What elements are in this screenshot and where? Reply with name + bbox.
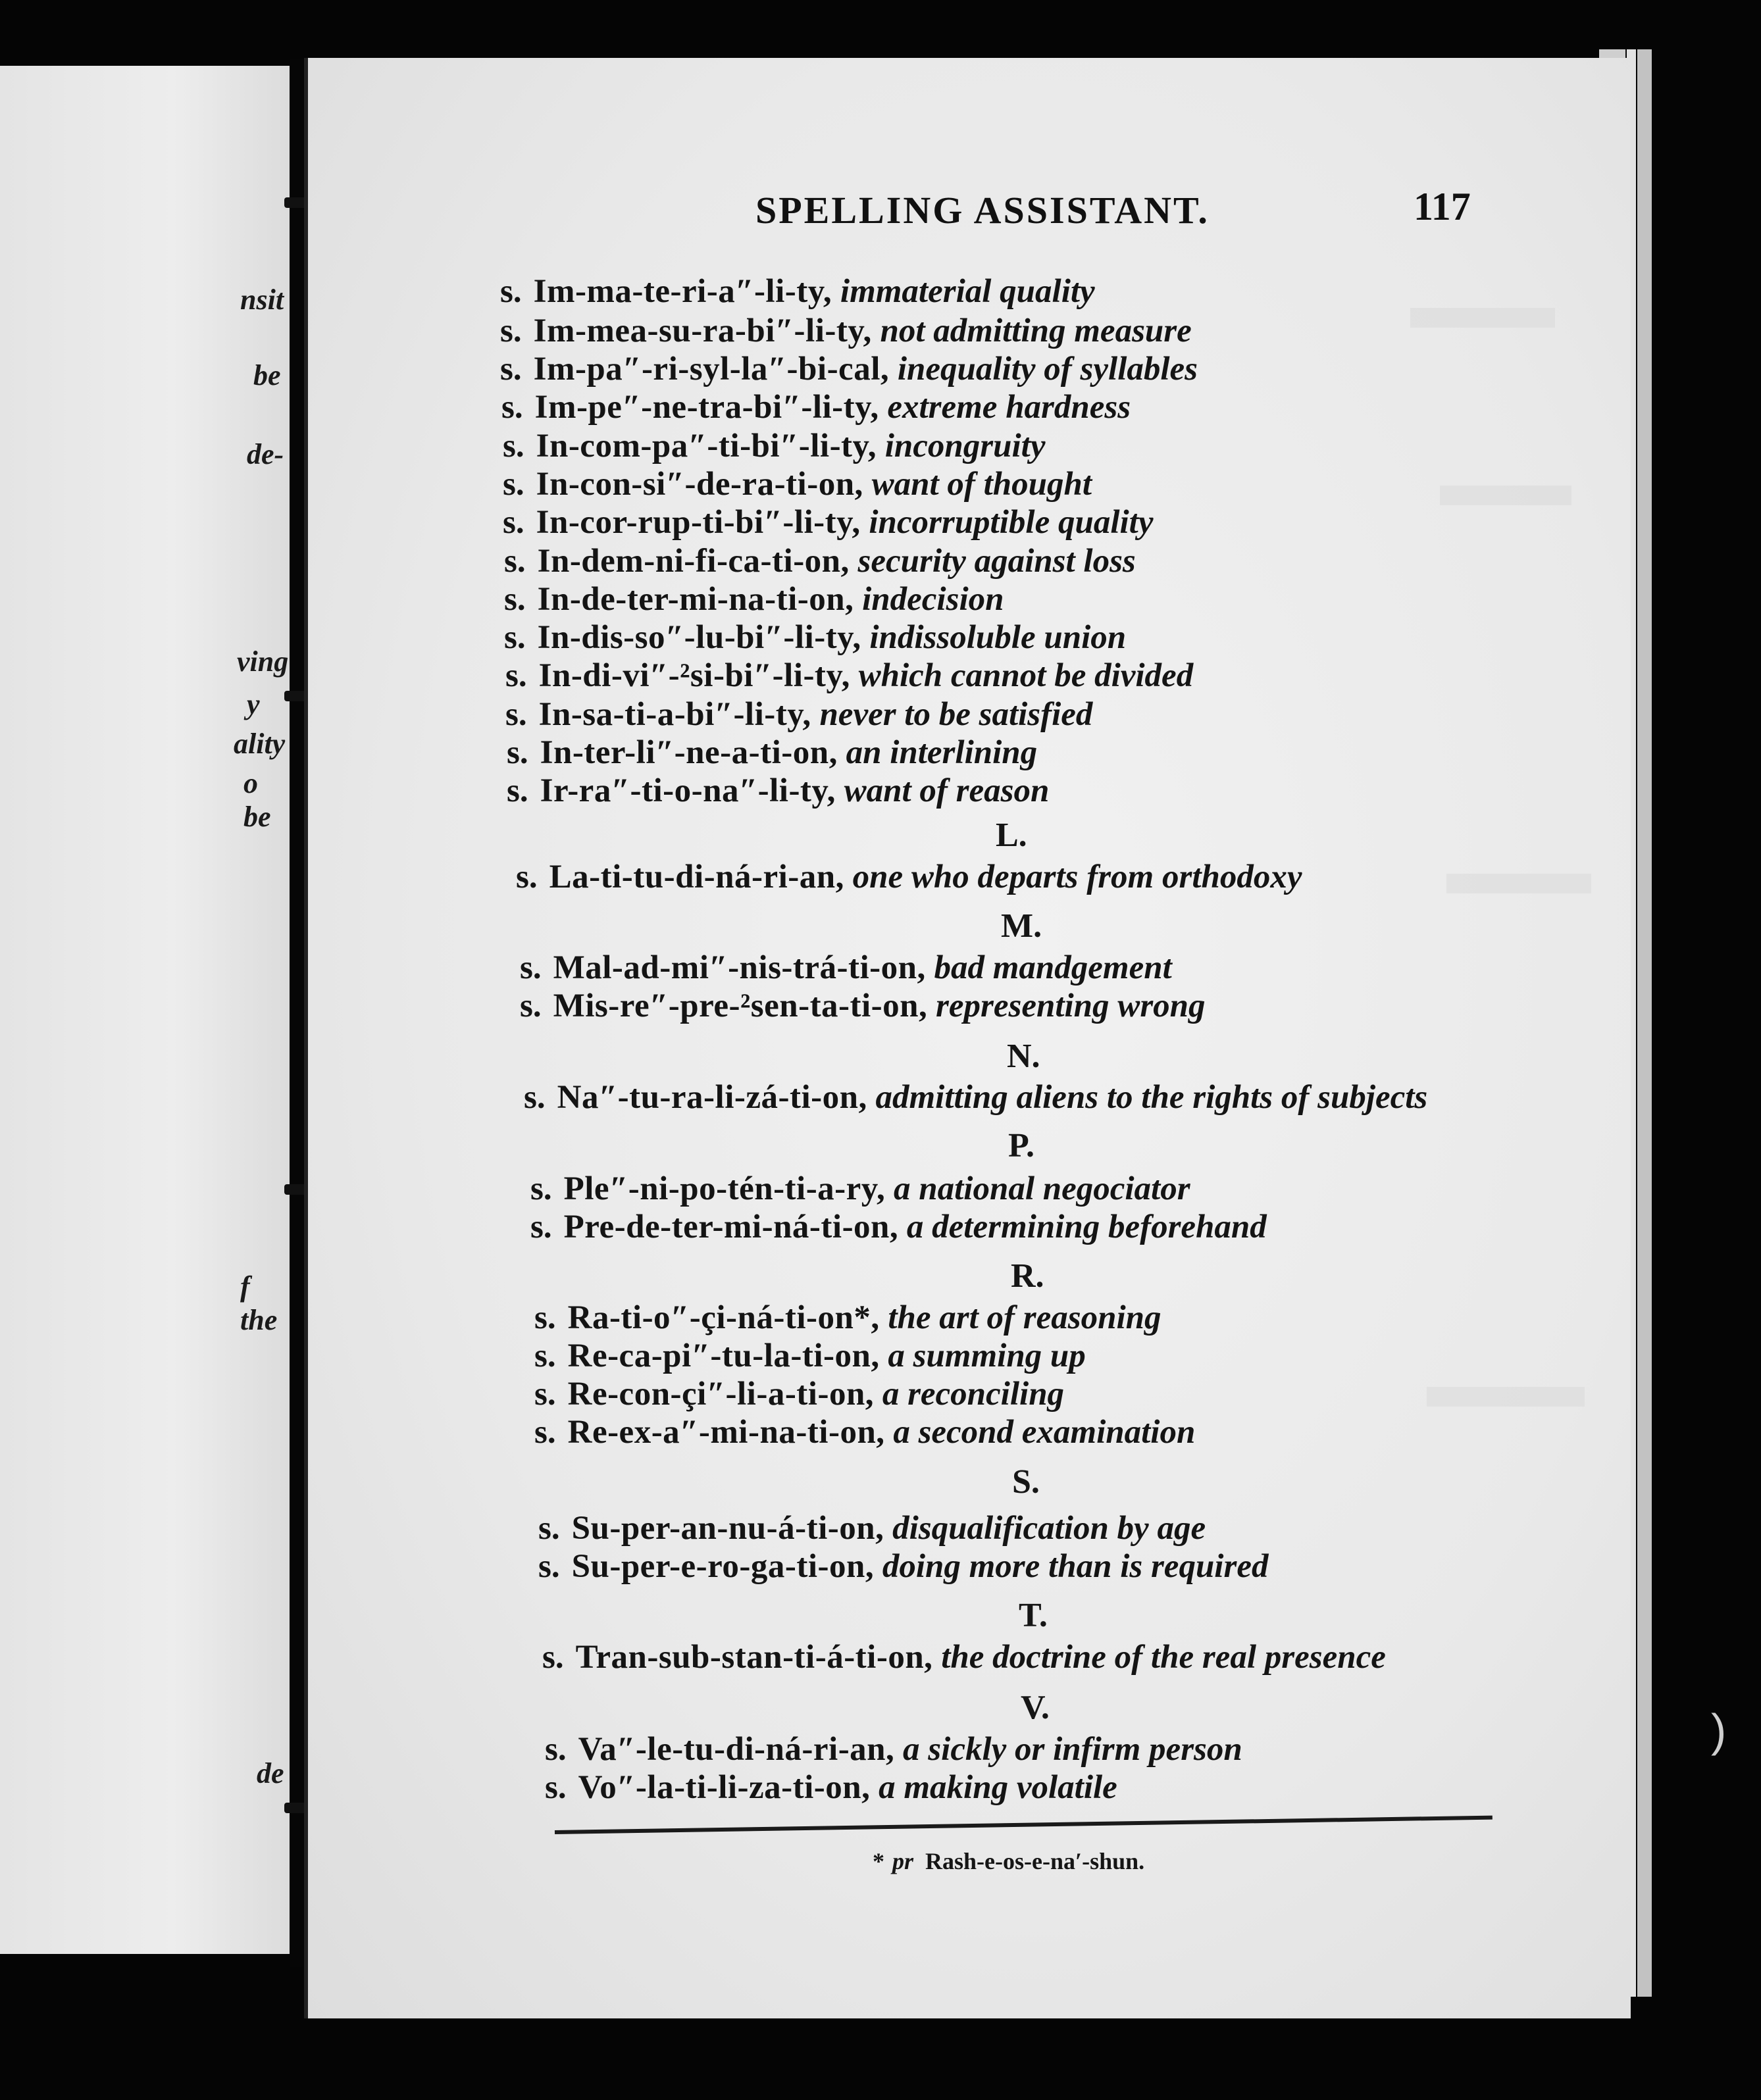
part-of-speech: s. (542, 1639, 564, 1676)
definition: indecision (862, 581, 1004, 618)
left-fragment: ving (237, 645, 289, 678)
definition: inequality of syllables (897, 351, 1198, 388)
part-of-speech: s. (545, 1731, 567, 1768)
section-letter: M. (1001, 907, 1042, 945)
part-of-speech: s. (520, 949, 542, 986)
part-of-speech: s. (538, 1510, 560, 1547)
headword: In-dem-ni-fi-ca-ti-on, (537, 543, 850, 580)
list-item (505, 698, 1092, 732)
headword: Su-per-e-ro-ga-ti-on, (571, 1548, 875, 1585)
left-fragment: de- (247, 438, 284, 470)
list-item (500, 314, 1192, 348)
left-fragment: de (257, 1757, 284, 1789)
headword: Im-pa″-ri-syl-la″-bi-cal, (533, 351, 890, 388)
headword: In-sa-ti-a-bi″-li-ty, (538, 696, 811, 733)
part-of-speech: s. (504, 581, 526, 618)
part-of-speech: s. (503, 466, 524, 503)
headword: Im-pe″-ne-tra-bi″-li-ty, (534, 389, 879, 426)
left-fragment: o be (243, 767, 271, 833)
definition: a second examination (893, 1414, 1196, 1451)
definition: which cannot be divided (858, 657, 1194, 694)
headword: Re-con-çi″-li-a-ti-on, (567, 1376, 875, 1412)
headword: Na″-tu-ra-li-zá-ti-on, (557, 1079, 867, 1116)
headword: In-con-si″-de-ra-ti-on, (536, 466, 863, 503)
section-letter: P. (1008, 1127, 1034, 1164)
definition: disqualification by age (892, 1510, 1206, 1547)
part-of-speech: s. (507, 772, 528, 809)
footnote-mark: * (873, 1848, 884, 1874)
section-letter: S. (1012, 1463, 1040, 1501)
list-item (530, 1172, 1190, 1206)
headword: In-dis-so″-lu-bi″-li-ty, (537, 619, 861, 656)
left-fragment: nsit (240, 284, 284, 316)
list-item (538, 1550, 1268, 1584)
headword: Mal-ad-mi″-nis-trá-ti-on, (553, 949, 926, 986)
part-of-speech: s. (501, 389, 523, 426)
part-of-speech: s. (503, 504, 524, 541)
part-of-speech: s. (530, 1170, 552, 1207)
entry-list (308, 58, 1631, 2018)
list-item (534, 1378, 1064, 1411)
headword: La-ti-tu-di-ná-ri-an, (549, 859, 844, 895)
part-of-speech: s. (504, 619, 526, 656)
part-of-speech: s. (504, 543, 526, 580)
part-of-speech: s. (503, 428, 524, 464)
footnote-pronunciation: Rash-e-os-e-na′-shun. (925, 1848, 1145, 1874)
headword: Im-mea-su-ra-bi″-li-ty, (533, 312, 872, 349)
headword: Mis-re″-pre-²sen-ta-ti-on, (553, 988, 928, 1024)
definition: a determining beforehand (906, 1209, 1267, 1245)
definition: a sickly or infirm person (903, 1731, 1242, 1768)
scan-artifact: ) (1711, 1705, 1727, 1756)
part-of-speech: s. (545, 1769, 567, 1806)
part-of-speech: s. (500, 351, 522, 388)
list-item (545, 1733, 1242, 1766)
headword: In-di-vi″-²si-bi″-li-ty, (538, 657, 850, 694)
list-item (520, 951, 1172, 985)
definition: never to be satisfied (819, 696, 1093, 733)
list-item (503, 468, 1092, 501)
definition: indissoluble union (869, 619, 1127, 656)
headword: Tran-sub-stan-ti-á-ti-on, (575, 1639, 933, 1676)
section-letter: T. (1019, 1597, 1048, 1634)
headword: Re-ex-a″-mi-na-ti-on, (567, 1414, 885, 1451)
list-item (503, 506, 1153, 539)
section-letter: V. (1021, 1689, 1050, 1726)
headword: Pre-de-ter-mi-ná-ti-on, (563, 1209, 899, 1245)
definition: a making volatile (879, 1769, 1117, 1806)
definition: incorruptible quality (869, 504, 1154, 541)
list-item (542, 1641, 1386, 1674)
headword: In-cor-rup-ti-bi″-li-ty, (536, 504, 861, 541)
headword: In-ter-li″-ne-a-ti-on, (540, 734, 838, 771)
list-item (505, 659, 1193, 693)
definition: doing more than is required (882, 1548, 1269, 1585)
definition: a reconciling (882, 1376, 1065, 1412)
list-item (516, 861, 1302, 894)
list-item (504, 621, 1126, 655)
part-of-speech: s. (520, 988, 542, 1024)
list-item (534, 1339, 1086, 1373)
headword: In-de-ter-mi-na-ti-on, (537, 581, 854, 618)
list-item (504, 583, 1004, 616)
page-number: 117 (1414, 185, 1471, 228)
right-page (304, 58, 1631, 2018)
left-fragment: be (253, 359, 281, 391)
part-of-speech: s. (516, 859, 538, 895)
part-of-speech: s. (500, 273, 522, 310)
definition: incongruity (884, 428, 1046, 464)
part-of-speech: s. (505, 696, 527, 733)
headword: Re-ca-pi″-tu-la-ti-on, (567, 1338, 880, 1374)
section-letter: L. (996, 816, 1027, 854)
part-of-speech: s. (534, 1299, 556, 1336)
footnote (873, 1847, 1144, 1875)
headword: Su-per-an-nu-á-ti-on, (571, 1510, 884, 1547)
left-fragment: ality (234, 728, 286, 760)
list-item (534, 1416, 1195, 1449)
section-letter: N. (1007, 1038, 1040, 1075)
list-item (500, 353, 1198, 386)
part-of-speech: s. (534, 1376, 556, 1412)
list-item (504, 545, 1136, 578)
page-edge (1637, 49, 1652, 1997)
definition: an interlining (846, 734, 1038, 771)
definition: want of thought (871, 466, 1092, 503)
definition: a national negociator (894, 1170, 1190, 1207)
headword: In-com-pa″-ti-bi″-li-ty, (536, 428, 877, 464)
part-of-speech: s. (534, 1414, 556, 1451)
definition: representing wrong (936, 988, 1206, 1024)
list-item (538, 1512, 1206, 1545)
headword: Va″-le-tu-di-ná-ri-an, (578, 1731, 895, 1768)
running-title: SPELLING ASSISTANT. (755, 189, 1210, 232)
part-of-speech: s. (524, 1079, 546, 1116)
part-of-speech: s. (505, 657, 527, 694)
list-item (507, 736, 1037, 770)
part-of-speech: s. (538, 1548, 560, 1585)
headword: Ir-ra″-ti-o-na″-li-ty, (540, 772, 836, 809)
list-item (503, 430, 1045, 463)
definition: not admitting measure (880, 312, 1192, 349)
list-item (520, 989, 1206, 1023)
part-of-speech: s. (500, 312, 522, 349)
part-of-speech: s. (507, 734, 528, 771)
list-item (545, 1771, 1117, 1805)
definition: a summing up (888, 1338, 1086, 1374)
definition: the doctrine of the real presence (941, 1639, 1386, 1676)
part-of-speech: s. (534, 1338, 556, 1374)
list-item (530, 1211, 1267, 1244)
definition: one who departs from orthodoxy (852, 859, 1302, 895)
definition: the art of reasoning (888, 1299, 1161, 1336)
book-gutter (290, 59, 303, 1967)
definition: bad mandgement (934, 949, 1172, 986)
left-fragment: y (247, 688, 260, 720)
headword: Im-ma-te-ri-a″-li-ty, (533, 273, 832, 310)
list-item (500, 275, 1095, 309)
list-item (534, 1301, 1161, 1335)
definition: want of reason (844, 772, 1050, 809)
definition: immaterial quality (840, 273, 1095, 310)
headword: Ple″-ni-po-tén-ti-a-ry, (563, 1170, 886, 1207)
left-fragment: f the (240, 1270, 278, 1336)
left-facing-page (0, 66, 290, 1954)
section-letter: R. (1011, 1257, 1044, 1295)
headword: Ra-ti-o″-çi-ná-ti-on*, (567, 1299, 880, 1336)
definition: extreme hardness (887, 389, 1131, 426)
list-item (524, 1081, 1427, 1114)
definition: security against loss (857, 543, 1136, 580)
footnote-abbrev: pr (892, 1848, 914, 1874)
list-item (501, 391, 1131, 424)
part-of-speech: s. (530, 1209, 552, 1245)
definition: admitting aliens to the rights of subjects (875, 1079, 1428, 1116)
headword: Vo″-la-ti-li-za-ti-on, (578, 1769, 871, 1806)
list-item (507, 774, 1049, 808)
